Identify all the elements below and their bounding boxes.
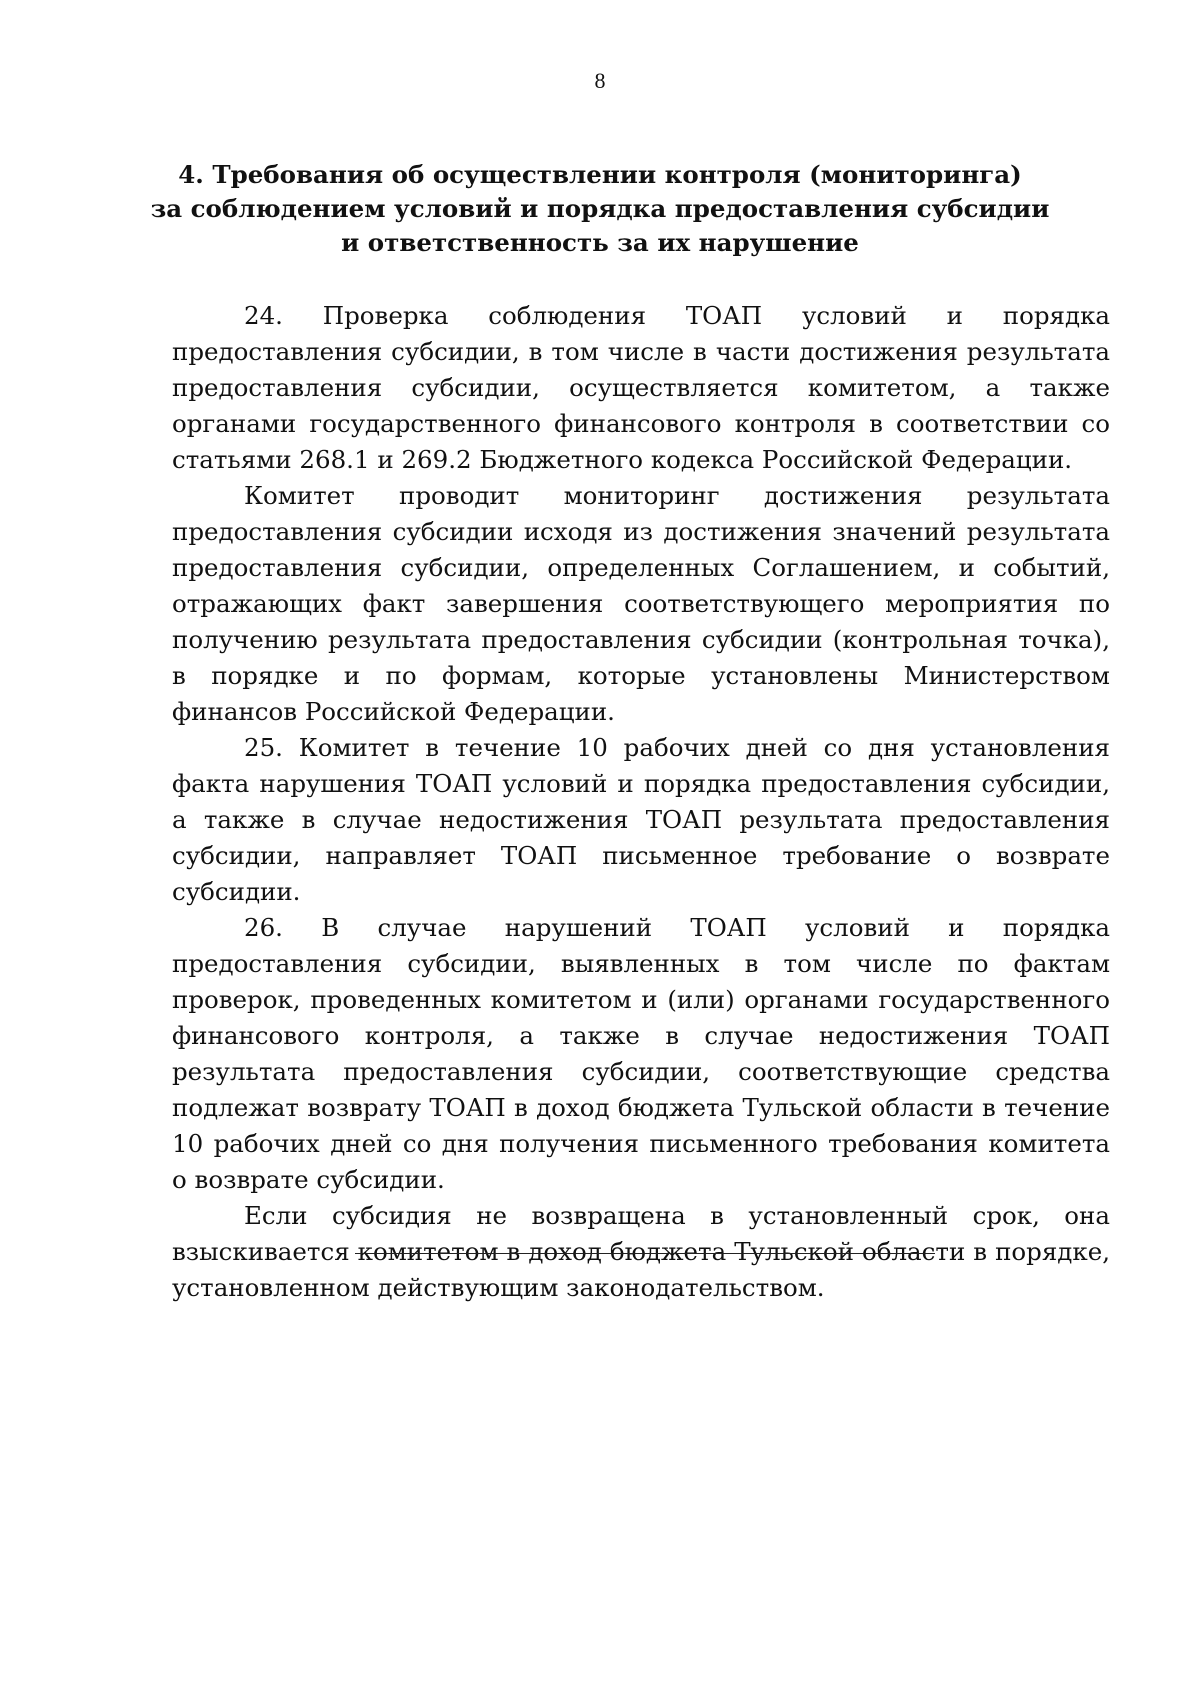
paragraph-25: 25. Комитет в течение 10 рабочих дней со дня установления факта нарушения ТОАП условий и порядка предоставления субсидии, а также в случае недостижения ТОАП результата предоставления субсидии, направляет ТОАП письменное требование о возврате субсидии. bbox=[172, 733, 1110, 906]
section-heading bbox=[150, 158, 1050, 260]
document-body bbox=[172, 298, 1110, 1306]
end-divider bbox=[355, 1253, 935, 1254]
page-number: 8 bbox=[594, 68, 606, 93]
paragraph-monitoring: Комитет проводит мониторинг достижения результата предоставления субсидии исходя из достижения значений результата предоставления субсидии, определенных Соглашением, и событий, отражающих факт завершения соответствующего мероприятия по получению результата предоставления субсидии (контрольная точка), в порядке и по формам, которые установлены Министерством финансов Российской Федерации. bbox=[172, 481, 1110, 726]
section-heading-line: 4. Требования об осуществлении контроля (мониторинга) bbox=[178, 160, 1022, 189]
paragraph-24: 24. Проверка соблюдения ТОАП условий и порядка предоставления субсидии, в том числе в части достижения результата предоставления субсидии, осуществляется комитетом, а также органами государственного финансового контроля в соответствии со статьями 268.1 и 269.2 Бюджетного кодекса Российской Федерации. bbox=[172, 301, 1110, 474]
section-heading-line: и ответственность за их нарушение bbox=[341, 228, 859, 257]
paragraph-26: 26. В случае нарушений ТОАП условий и порядка предоставления субсидии, выявленных в том числе по фактам проверок, проведенных комитетом и (или) органами государственного финансового контроля, а также в случае недостижения ТОАП результата предоставления субсидии, соответствующие средства подлежат возврату ТОАП в доход бюджета Тульской области в течение 10 рабочих дней со дня получения письменного требования комитета о возврате субсидии. bbox=[172, 913, 1110, 1194]
paragraph-recovery: Если субсидия не возвращена в установленный срок, она взыскивается комитетом в доход бюджета Тульской области в порядке, установленном действующим законодательством. bbox=[172, 1201, 1110, 1302]
section-heading-line: за соблюдением условий и порядка предоставления субсидии bbox=[150, 194, 1050, 223]
